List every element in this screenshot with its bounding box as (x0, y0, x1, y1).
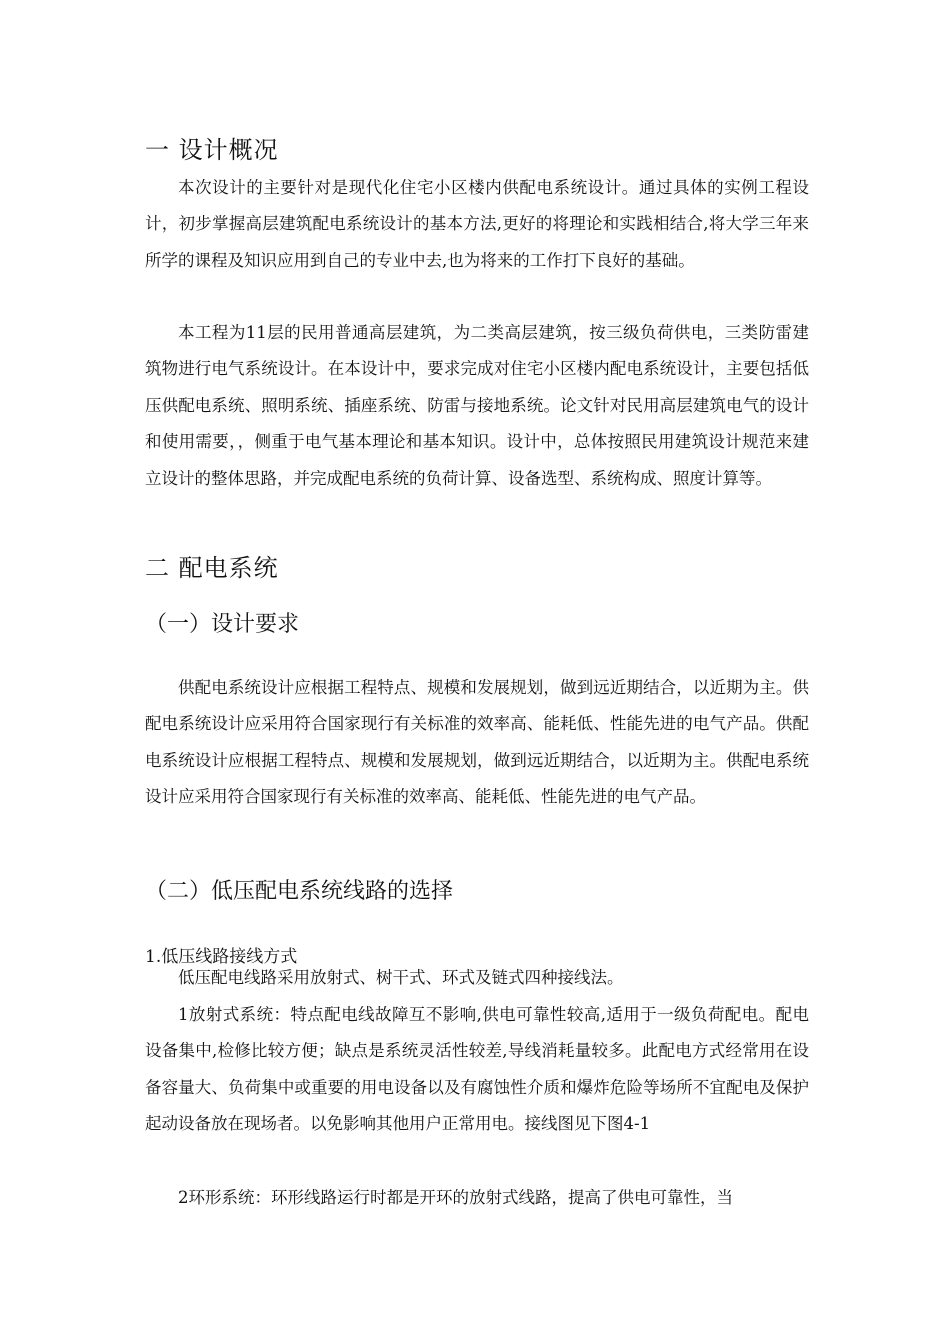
heading-text: 低压线路接线方式 (161, 947, 298, 967)
subsection-2-2-heading: （二）低压配电系统线路的选择 (145, 879, 454, 904)
subsubsection-2-2-1-paragraph-3: 2环形系统：环形线路运行时都是开环的放射式线路，提高了供电可靠性，当 (178, 1188, 733, 1207)
section-1-paragraph-1: 本次设计的主要针对是现代化住宅小区楼内供配电系统设计。通过具体的实例工程设计，初步掌握高层建筑配电系统设计的基本方法,更好的将理论和实践相结合,将大学三年来所学的课程及知识应用到自己的专业中去,也为将来的工作打下良好的基础。 (145, 178, 809, 270)
subsection-2-1-heading: （一）设计要求 (145, 612, 300, 637)
subsubsection-2-2-1-paragraph-2: 1放射式系统：特点配电线故障互不影响,供电可靠性较高,适用于一级负荷配电。配电设备集中,检修比较方便；缺点是系统灵活性较差,导线消耗量较多。此配电方式经常用在设备容量大、负荷集中或重要的用电设备以及有腐蚀性介质和爆炸危险等场所不宜配电及保护起动设备放在现场者。以免影响其他用户正常用电。接线图见下图4-1 (145, 1005, 809, 1134)
subsection-2-1-paragraph: 供配电系统设计应根据工程特点、规模和发展规划，做到远近期结合，以近期为主。供配电系统设计应采用符合国家现行有关标准的效率高、能耗低、性能先进的电气产品。供配电系统设计应根据工程特点、规模和发展规划，做到远近期结合，以近期为主。供配电系统设计应采用符合国家现行有关标准的效率高、能耗低、性能先进的电气产品。 (145, 678, 809, 807)
section-2-heading: 二 配电系统 (145, 554, 279, 582)
heading-number: 1. (145, 947, 162, 967)
subsubsection-2-2-1-paragraph-1: 低压配电线路采用放射式、树干式、环式及链式四种接线法。 (178, 968, 624, 987)
section-1-paragraph-2: 本工程为11层的民用普通高层建筑，为二类高层建筑，按三级负荷供电，三类防雷建筑物进行电气系统设计。在本设计中，要求完成对住宅小区楼内配电系统设计，主要包括低压供配电系统、照明系统、插座系统、防雷与接地系统。论文针对民用高层建筑电气的设计和使用需要，，侧重于电气基本理论和基本知识。设计中，总体按照民用建筑设计规范来建立设计的整体思路，并完成配电系统的负荷计算、设备选型、系统构成、照度计算等。 (145, 323, 809, 488)
section-1-heading: 一 设计概况 (145, 136, 279, 164)
